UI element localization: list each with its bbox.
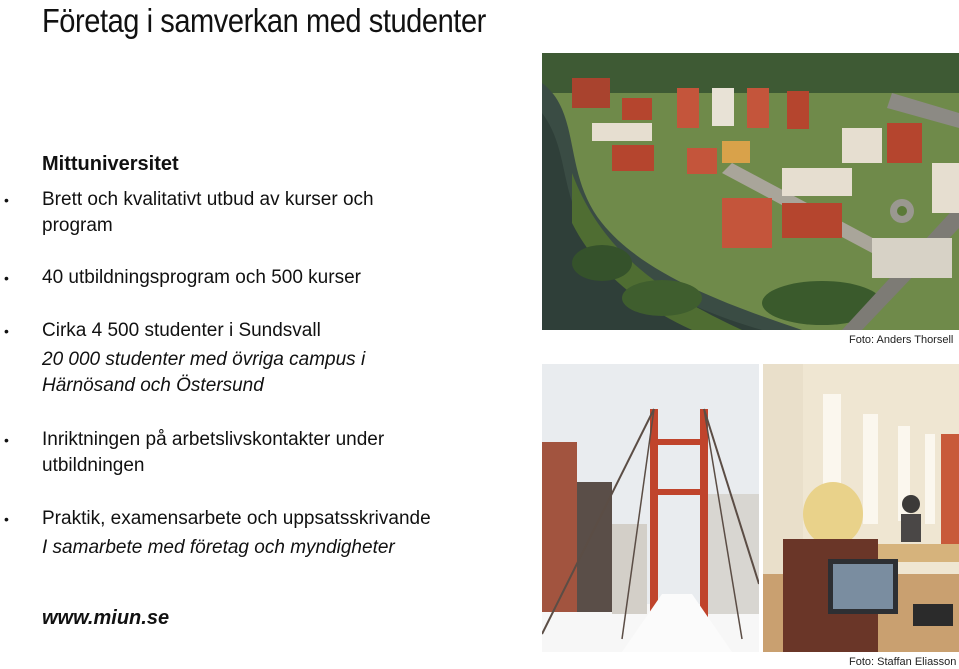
photo-caption-bottom: Foto: Staffan Eliasson: [849, 656, 957, 668]
bullet-text: Inriktningen på arbetslivskontakter under utbildningen: [42, 429, 385, 476]
bullet-dot-icon: •: [4, 270, 9, 286]
bullet-dot-icon: •: [4, 323, 9, 339]
sub-note: I samarbete med företag och myndigheter: [42, 537, 395, 558]
campus-aerial-photo: [542, 53, 959, 330]
bullet-text: 40 utbildningsprogram och 500 kurser: [42, 267, 361, 288]
slide-title: Företag i samverkan med studenter: [42, 2, 486, 39]
campus-aerial-illustration: [542, 53, 959, 330]
bullet-text: Cirka 4 500 studenter i Sundsvall: [42, 320, 321, 341]
bullet-dot-icon: •: [4, 192, 9, 208]
bullet-text: Praktik, examensarbete och uppsatsskrivande: [42, 508, 431, 529]
website-link[interactable]: www.miun.se: [42, 607, 170, 629]
bullet-text: Brett och kvalitativt utbud av kurser och program: [42, 189, 374, 236]
bridge-photo: [542, 364, 759, 652]
library-illustration: [763, 364, 959, 652]
photo-caption-top: Foto: Anders Thorsell: [849, 334, 954, 346]
bridge-illustration: [542, 364, 759, 652]
sub-note: 20 000 studenter med övriga campus i Härnösand och Östersund: [42, 349, 366, 396]
bullet-dot-icon: •: [4, 511, 9, 527]
library-photo: [763, 364, 959, 652]
section-heading: Mittuniversitet: [42, 153, 179, 175]
bullet-dot-icon: •: [4, 432, 9, 448]
